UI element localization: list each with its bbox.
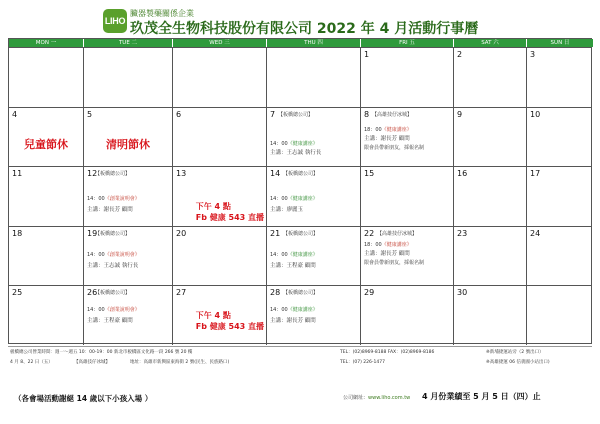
kids-notice: （各會場活動謝絕 14 歲以下小孩入場 ） — [14, 394, 153, 403]
day-number: 25 — [12, 288, 23, 298]
day-cell-24 — [527, 227, 593, 286]
event-location: 【板橋總公司】 — [283, 290, 319, 297]
day-cell-29 — [361, 286, 454, 345]
kaohsiung-phone: TEL：(07) 226-1477 — [340, 360, 385, 365]
day-cell-3 — [527, 48, 593, 107]
event-host: 主講：謝長芳 顧問 — [364, 250, 410, 257]
day-cell-empty — [84, 48, 173, 107]
day-cell-27 — [173, 286, 267, 345]
day-cell-9 — [454, 108, 527, 167]
weekday-wed: WED 三 — [173, 39, 267, 47]
day-number: 13 — [176, 169, 187, 179]
weekday-sat: SAT 六 — [454, 39, 527, 47]
website-label: 公司網址： — [343, 395, 369, 401]
weekday-sun: SUN 日 — [527, 39, 593, 47]
day-cell-14 — [267, 167, 361, 226]
event-time-value: 14：00 — [87, 196, 105, 203]
event-topic: 《健康講座》 — [381, 241, 412, 248]
day-cell-26 — [84, 286, 173, 345]
event-location: 【板橋總公司】 — [278, 111, 314, 118]
day-number: 30 — [457, 288, 468, 298]
day-number: 29 — [364, 288, 375, 298]
day-number: 18 — [12, 228, 23, 238]
day-cell-13 — [173, 167, 267, 226]
day-cell-21 — [267, 227, 361, 286]
kaohsiung-dates: 4 月 8、22 日（五） — [10, 360, 53, 365]
day-number: 1 — [364, 50, 370, 59]
event-host: 主講：王程豪 顧問 — [87, 318, 133, 325]
event-topic: 《創業說明會》 — [104, 196, 140, 203]
day-cell-15 — [361, 167, 454, 226]
event-host: 主講：謝長芳 顧問 — [270, 318, 316, 325]
day-cell-7 — [267, 108, 361, 167]
event-host: 主講：謝長芳 顧問 — [364, 135, 410, 142]
event-location: 【高雄技仔冰城】 — [377, 230, 418, 237]
live-stream-time: 下午 4 點 — [195, 311, 231, 321]
day-number: 19 — [87, 228, 98, 238]
event-note: 限會員帶新朋友，採報名制 — [364, 144, 425, 151]
event-time-value: 14：00 — [270, 196, 288, 203]
day-cell-22 — [361, 227, 454, 286]
event-location: 【板橋總公司】 — [95, 171, 131, 178]
event-time-value: 14：00 — [270, 140, 288, 147]
day-number: 9 — [457, 109, 463, 119]
event-topic: 《健康講座》 — [287, 196, 318, 203]
day-number: 16 — [457, 169, 468, 179]
event-time-value: 14：00 — [270, 251, 288, 258]
footer-info — [8, 346, 592, 376]
day-cell-5 — [84, 108, 173, 167]
day-cell-18 — [9, 227, 84, 286]
event-location: 【板橋總公司】 — [283, 171, 319, 178]
holiday-label: 清明節休 — [106, 137, 150, 151]
day-number: 24 — [530, 228, 541, 238]
day-cell-25 — [9, 286, 84, 345]
company-logo: LIHO — [103, 9, 127, 33]
event-host: 主講：王志誠 執行長 — [270, 149, 322, 156]
event-topic: 《創業說明會》 — [104, 307, 140, 314]
day-cell-30 — [454, 286, 527, 345]
holiday-label: 兒童節休 — [24, 137, 68, 151]
event-time — [364, 126, 412, 133]
event-time — [270, 140, 318, 147]
event-location: 【板橋總公司】 — [95, 230, 131, 237]
day-cell-6 — [173, 108, 267, 167]
calendar-week — [9, 166, 591, 226]
day-number: 10 — [530, 109, 541, 119]
office-hours: 板橋總公司營業時間：週一～週五 10：00-19：00 新北市板橋區文化路一段 266 號 20 樓 — [10, 350, 193, 355]
performance-deadline: 4 月份業績至 5 月 5 日（四）止 — [422, 392, 541, 401]
event-topic: 《健康講座》 — [287, 251, 318, 258]
event-location: 【高雄技仔冰城】 — [372, 111, 413, 118]
weekday-mon: MON 一 — [9, 39, 84, 47]
weekday-tue: TUE 二 — [84, 39, 173, 47]
office-mrt: ※新埔捷運站旁（2 號出口） — [486, 350, 544, 355]
day-number: 14 — [270, 169, 281, 179]
event-time — [87, 306, 140, 313]
calendar-week — [9, 47, 591, 107]
event-topic: 《健康講座》 — [287, 140, 318, 147]
event-location: 【板橋總公司】 — [283, 230, 319, 237]
day-number: 3 — [530, 50, 536, 59]
day-cell-16 — [454, 167, 527, 226]
event-time-value: 14：00 — [87, 251, 105, 258]
day-cell-23 — [454, 227, 527, 286]
event-topic: 《創業說明會》 — [104, 251, 140, 258]
day-cell-19 — [84, 227, 173, 286]
day-cell-8 — [361, 108, 454, 167]
day-number: 27 — [176, 288, 187, 298]
day-cell-28 — [267, 286, 361, 345]
day-cell-17 — [527, 167, 593, 226]
weekday-header-row — [9, 39, 591, 47]
day-cell-12 — [84, 167, 173, 226]
day-cell-empty — [527, 286, 593, 345]
website-info — [343, 394, 410, 401]
weekday-thu: THU 四 — [267, 39, 361, 47]
kaohsiung-mrt: ※高雄捷運 06 信義國小站出口) — [486, 360, 550, 365]
day-number: 23 — [457, 228, 468, 238]
event-topic: 《健康講座》 — [287, 307, 318, 314]
day-number: 11 — [12, 169, 23, 179]
event-time — [364, 241, 412, 248]
day-number: 28 — [270, 288, 281, 298]
page-title: 玖茂全生物科技股份有限公司 2022 年 4 月活動行事曆 — [130, 21, 479, 37]
event-host: 主講：謝長芳 顧問 — [87, 207, 133, 214]
live-stream-time: 下午 4 點 — [195, 202, 231, 212]
event-host: 主講：王志誠 執行長 — [87, 262, 139, 269]
event-time — [87, 251, 140, 258]
day-number: 12 — [87, 169, 98, 179]
day-cell-empty — [267, 48, 361, 107]
day-number: 17 — [530, 169, 541, 179]
day-number: 22 — [364, 228, 375, 238]
day-number: 4 — [12, 109, 18, 119]
event-time — [270, 251, 318, 258]
office-phone: TEL：(02)8969-8188 FAX：(02)8969-8186 — [340, 350, 435, 355]
event-time-value: 18：00 — [364, 126, 382, 133]
day-number: 5 — [87, 109, 93, 119]
calendar-week — [9, 226, 591, 286]
website-link[interactable]: www.liho.com.tw — [368, 395, 411, 401]
day-cell-empty — [173, 48, 267, 107]
header-subtitle: 臟器製藥關係企業 — [130, 9, 194, 18]
live-stream-note — [196, 310, 264, 332]
weekday-fri: FRI 五 — [361, 39, 454, 47]
kaohsiung-address: 地址：高雄市新興區東海街 2 號(民生、民族路口) — [130, 360, 230, 365]
event-time-value: 14：00 — [87, 307, 105, 314]
live-stream-channel: Fb 健康 543 直播 — [195, 322, 264, 332]
day-number: 6 — [176, 109, 182, 119]
event-note: 限會員帶新朋友，採報名制 — [364, 259, 425, 266]
day-cell-20 — [173, 227, 267, 286]
day-number: 8 — [364, 109, 370, 119]
live-stream-note — [196, 201, 264, 223]
day-cell-2 — [454, 48, 527, 107]
day-cell-empty — [9, 48, 84, 107]
event-host: 主講：廖麗玉 — [270, 207, 304, 214]
day-cell-1 — [361, 48, 454, 107]
event-time-value: 18：00 — [364, 241, 382, 248]
header — [0, 6, 600, 38]
calendar-grid — [8, 38, 592, 344]
day-number: 21 — [270, 228, 281, 238]
day-number: 2 — [457, 50, 463, 59]
calendar-week — [9, 285, 591, 345]
day-cell-10 — [527, 108, 593, 167]
day-number: 20 — [176, 228, 187, 238]
event-time-value: 14：00 — [270, 307, 288, 314]
event-location: 【板橋總公司】 — [95, 290, 131, 297]
calendar-week — [9, 107, 591, 167]
day-cell-11 — [9, 167, 84, 226]
kaohsiung-venue: 【高雄技仔冰城】 — [74, 360, 110, 365]
event-host: 主講：王程豪 顧問 — [270, 262, 316, 269]
live-stream-channel: Fb 健康 543 直播 — [195, 213, 264, 223]
event-time — [270, 195, 318, 202]
event-time — [270, 306, 318, 313]
day-number: 7 — [270, 109, 276, 119]
day-cell-4 — [9, 108, 84, 167]
day-number: 26 — [87, 288, 98, 298]
day-number: 15 — [364, 169, 375, 179]
event-topic: 《健康講座》 — [381, 126, 412, 133]
event-time — [87, 195, 140, 202]
